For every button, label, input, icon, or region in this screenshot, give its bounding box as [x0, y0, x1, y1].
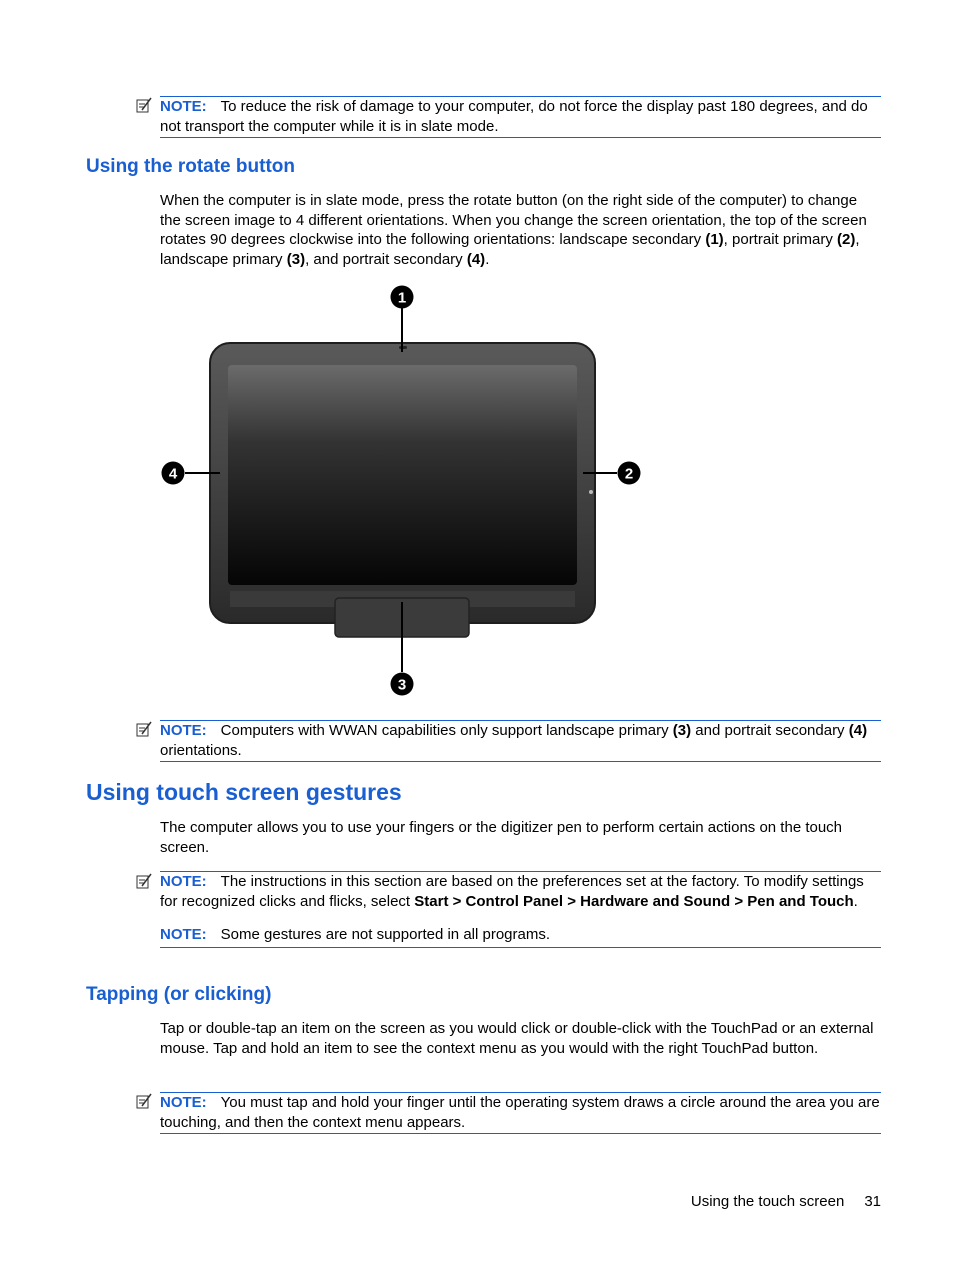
para-text: , landscape primary	[160, 231, 860, 268]
page-number: 31	[864, 1193, 881, 1210]
note-wwan	[160, 720, 881, 762]
note-text: To reduce the risk of damage to your computer, do not force the display past 180 degrees, and do not transport the computer while it is in slate mode.	[160, 98, 868, 135]
note-factory-settings	[160, 871, 881, 948]
note-bold: Start > Control Panel > Hardware and Sound > Pen and Touch	[414, 892, 854, 910]
tapping-paragraph: Tap or double-tap an item on the screen as you would click or double-click with the TouchPad or an external mouse. Tap and hold an item to see the context menu as you would with the right TouchPad button.	[160, 1020, 874, 1057]
rotate-button-paragraph	[160, 191, 882, 269]
section-heading-tapping: Tapping (or clicking)	[86, 984, 272, 1005]
note-text: orientations.	[160, 741, 242, 759]
note-icon	[136, 1093, 152, 1109]
callout-2	[618, 462, 641, 485]
para-bold: (3)	[286, 250, 306, 268]
page-footer	[691, 1193, 881, 1210]
note-icon	[136, 873, 152, 889]
callout-label: 4	[168, 465, 178, 483]
note-damage-risk	[160, 96, 881, 138]
callout-label: 1	[397, 289, 407, 307]
para-text: , portrait primary	[723, 231, 838, 248]
callout-4	[162, 462, 185, 485]
tablet-orientation-figure	[155, 280, 650, 700]
note-paragraph	[160, 872, 881, 911]
touch-gestures-paragraph: The computer allows you to use your fingers or the digitizer pen to perform certain actions on the touch screen.	[160, 819, 843, 856]
section-heading-touch-gestures: Using touch screen gestures	[86, 779, 402, 805]
note-bold: (3)	[672, 722, 692, 739]
tablet-screen	[228, 365, 577, 585]
note-text: Some gestures are not supported in all programs.	[220, 926, 551, 943]
note-bold: (4)	[848, 722, 868, 739]
tablet-side-button	[589, 490, 593, 494]
note-tap-and-hold	[160, 1092, 881, 1134]
note-text: You must tap and hold your finger until the operating system draws a circle around the area you are touching, and then the context menu appears.	[160, 1094, 880, 1131]
note-label: NOTE:	[160, 1094, 207, 1111]
note-label: NOTE:	[160, 926, 207, 943]
note-text: and portrait secondary	[691, 722, 849, 739]
para-text: .	[485, 250, 490, 268]
note-label: NOTE:	[160, 98, 207, 115]
note-paragraph	[160, 925, 881, 945]
callout-1	[391, 286, 414, 309]
note-icon	[136, 721, 152, 737]
note-label: NOTE:	[160, 722, 207, 739]
para-bold: (1)	[705, 231, 724, 248]
note-text: The instructions in this section are based on the preferences set at the factory. To modify settings for recognized clicks and flicks, select	[160, 873, 864, 910]
callout-label: 2	[624, 465, 634, 483]
note-icon	[136, 97, 152, 113]
note-text: Computers with WWAN capabilities only support landscape primary	[220, 722, 673, 739]
para-text: , and portrait secondary	[305, 250, 467, 268]
callout-label: 3	[397, 676, 407, 694]
note-text: .	[853, 892, 858, 910]
para-bold: (2)	[837, 231, 856, 248]
footer-title: Using the touch screen	[690, 1193, 845, 1210]
callout-3	[391, 673, 414, 696]
para-bold: (4)	[466, 250, 486, 268]
note-label: NOTE:	[160, 873, 207, 890]
section-heading-rotate-button: Using the rotate button	[86, 156, 295, 177]
para-text: When the computer is in slate mode, press the rotate button (on the right side of the computer) to change the screen image to 4 different orientations. When you change the screen orientation, the top of the screen rotates 90 degrees clockwise into the following orientations: landscape secondary	[160, 192, 867, 248]
